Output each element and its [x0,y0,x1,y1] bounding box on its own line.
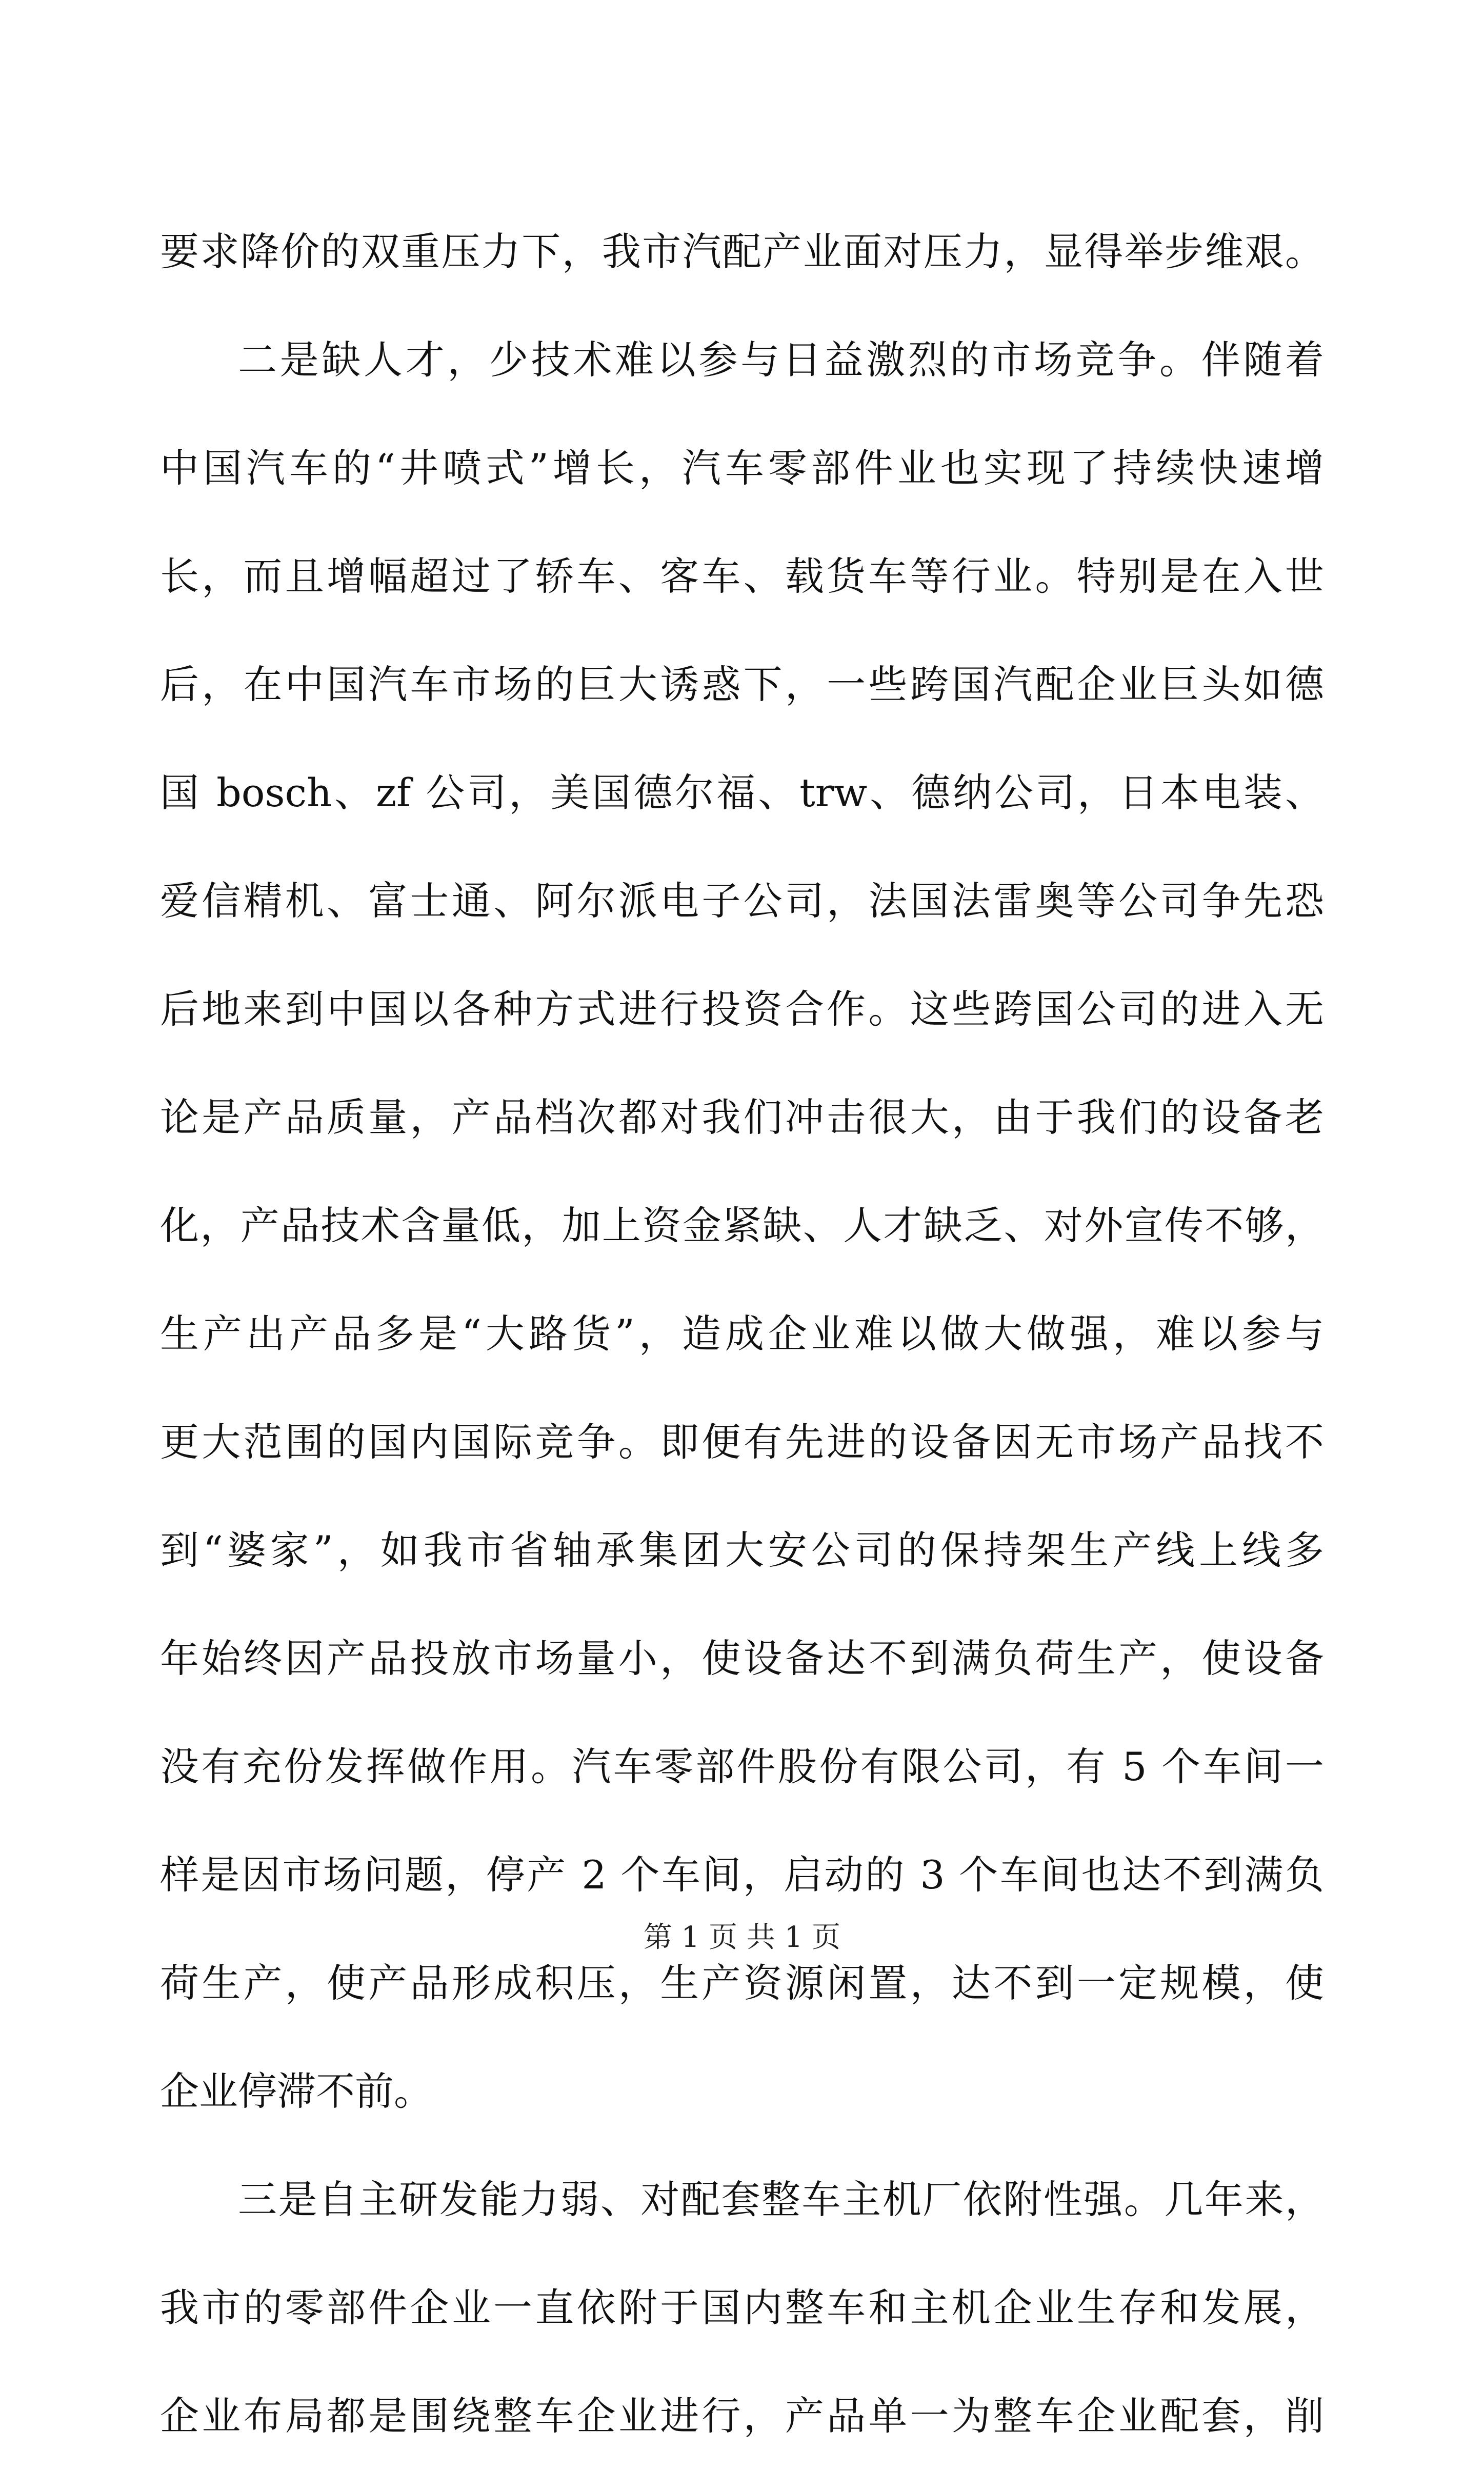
text-line: 长，而且增幅超过了轿车、客车、载货车等行业。特别是在入世 [160,553,1324,599]
text-line: 后地来到中国以各种方式进行投资合作。这些跨国公司的进入无 [160,986,1324,1032]
text-line: 中国汽车的“井喷式”增长，汽车零部件业也实现了持续快速增 [160,445,1324,491]
text-line: 论是产品质量，产品档次都对我们冲击很大，由于我们的设备老 [160,1094,1324,1140]
text-line: 我市的零部件企业一直依附于国内整车和主机企业生存和发展， [160,2285,1324,2330]
text-line: 要求降价的双重压力下，我市汽配产业面对压力，显得举步维艰。 [160,229,1324,274]
text-line: 生产出产品多是“大路货”，造成企业难以做大做强，难以参与 [160,1311,1324,1357]
text-line: 企业停滞不前。 [160,2068,433,2114]
text-line: 后，在中国汽车市场的巨大诱惑下，一些跨国汽配企业巨头如德 [160,662,1324,707]
text-line: 化，产品技术含量低，加上资金紧缺、人才缺乏、对外宣传不够， [160,1203,1324,1248]
text-line: 荷生产，使产品形成积压，生产资源闲置，达不到一定规模，使 [160,1960,1324,2006]
text-line: 更大范围的国内国际竞争。即便有先进的设备因无市场产品找不 [160,1419,1324,1465]
text-line: 爱信精机、富士通、阿尔派电子公司，法国法雷奥等公司争先恐 [160,878,1324,924]
body-text [160,197,1324,2470]
text-line: 三是自主研发能力弱、对配套整车主机厂依附性强。几年来， [238,2177,1324,2222]
text-line: 企业布局都是围绕整车企业进行，产品单一为整车企业配套，削 [160,2393,1324,2439]
text-line: 二是缺人才，少技术难以参与日益激烈的市场竞争。伴随着 [238,337,1324,383]
text-line: 到“婆家”，如我市省轴承集团大安公司的保持架生产线上线多 [160,1527,1324,1573]
text-line: 样是因市场问题，停产 2 个车间，启动的 3 个车间也达不到满负 [160,1852,1324,1898]
text-line: 国 bosch、zf 公司，美国德尔福、trw、德纳公司，日本电装、 [160,770,1324,815]
text-line: 年始终因产品投放市场量小，使设备达不到满负荷生产，使设备 [160,1636,1324,1681]
text-line: 没有充份发挥做作用。汽车零部件股份有限公司，有 5 个车间一 [160,1744,1324,1789]
page-footer: 第 1 页 共 1 页 [643,1921,841,1954]
